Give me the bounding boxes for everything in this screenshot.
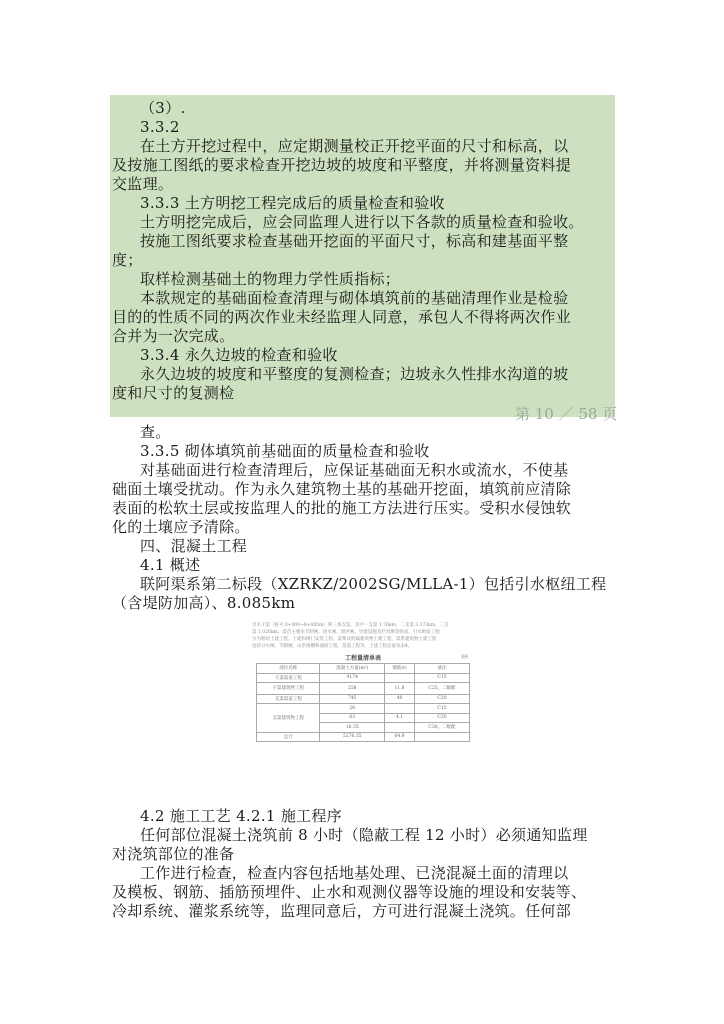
figure-text-line: 包括分水闸、节制闸、山洪渡槽和涵洞工程、渠道工程等。土建工程总量见表4。 [252, 644, 413, 649]
table-cell: 64.9 [385, 732, 415, 742]
paragraph-line: 及模板、钢筋、插筋预埋件、止水和观测仪器等设施的埋设和安装等、 [112, 883, 587, 901]
paragraph-line: 土方明挖完成后，应会同监理人进行以下各款的质量检查和验收。 [140, 213, 584, 231]
paragraph-line: 目的的性质不同的两次作业未经监理人同意，承包人不得将两次作业 [112, 308, 572, 326]
figure-text-line: 渠 1.026km。渠首主要由节制闸、进水闸、泄洪闸、导流设施及拦河堰等组成，引水枢纽工程 [252, 630, 440, 635]
table-header-row [257, 664, 470, 674]
table-cell [385, 673, 415, 683]
table-cell: C15 [414, 704, 469, 714]
table-cell: C20 [414, 713, 469, 723]
table-cell [385, 723, 415, 733]
embedded-figure [252, 621, 474, 804]
table-cell: 4.1 [385, 713, 415, 723]
table-cell: C30，二级配 [414, 723, 469, 733]
table-cell: 745 [320, 694, 385, 704]
table-cell: 5276.35 [320, 732, 385, 742]
figure-text-line: 引水干渠（桩号 0+000~8+085m）和三条支渠。其中一支渠 1.76km，二支渠 3.373km，三支 [252, 623, 449, 628]
table-cell: 26 [320, 704, 385, 714]
paragraph-line: （3）. [140, 99, 186, 117]
paragraph-line: 度和尺寸的复测检 [112, 384, 235, 402]
table-cell: C25，二级配 [414, 683, 469, 695]
table-number: 表4 [460, 655, 468, 660]
paragraph-line: 取样检测基础土的物理力学性质指标； [140, 270, 401, 288]
section-heading: 4.1 概述 [140, 556, 201, 574]
section-heading: 3.3.4 永久边坡的检查和验收 [140, 346, 338, 364]
figure-text-line: 分为枢纽土建工程、土建和闸门安装工程、渠系及附属建筑物土建工程，渠系建筑物土建工程 [252, 637, 437, 642]
table-cell: 63 [320, 713, 385, 723]
section-heading: 4.2 施工工艺 4.2.1 施工程序 [140, 807, 343, 825]
paragraph-line: 联阿渠系第二标段（XZRKZ/2002SG/MLLA-1）包括引水枢纽工程 [140, 575, 607, 593]
paragraph-line: 表面的松软土层或按监理人的批的施工方法进行压实。受积水侵蚀软 [112, 499, 572, 517]
paragraph-line: 按施工图纸要求检查基础开挖面的平面尺寸，标高和建基面平整 [140, 232, 569, 250]
table-header-cell: 混凝土方量(m³) [320, 664, 385, 674]
paragraph-line: 交监理。 [112, 175, 174, 193]
paragraph-line: 任何部位混凝土浇筑前 8 小时（隐蔽工程 12 小时）必须通知监理 [140, 826, 588, 844]
table-row [257, 694, 470, 704]
table-cell: C20 [414, 694, 469, 704]
section-number: 3.3.2 [140, 118, 180, 136]
paragraph-line: 本款规定的基础面检查清理与砌体填筑前的基础清理作业是检验 [140, 289, 569, 307]
table-cell: 258 [320, 683, 385, 695]
paragraph-line: 冷却系统、灌浆系统等，监理同意后，方可进行混凝土浇筑。任何部 [112, 902, 572, 920]
paragraph-line: 对浇筑部位的准备 [112, 845, 235, 863]
paragraph-line: 在土方开挖过程中，应定期测量校正开挖平面的尺寸和标高，以 [140, 137, 569, 155]
table-header-cell: 钢筋(t) [385, 664, 415, 674]
paragraph-line: 度； [112, 251, 143, 269]
table-row [257, 673, 470, 683]
paragraph-line: 永久边坡的坡度和平整度的复测检查；边坡永久性排水沟道的坡 [140, 365, 569, 383]
table-cell [385, 704, 415, 714]
table-total-row [257, 732, 470, 742]
table-cell: 4174 [320, 673, 385, 683]
table-cell: 总计 [257, 732, 320, 742]
paragraph-line: 础面土壤受扰动。作为永久建筑物土基的基础开挖面，填筑前应清除 [112, 480, 572, 498]
table-cell: C15 [414, 673, 469, 683]
table-cell: 干渠建筑物工程 [257, 683, 320, 695]
paragraph-line: 工作进行检查，检查内容包括地基处理、已浇混凝土面的清理以 [140, 864, 569, 882]
paragraph-line: （含堤防加高）、8.085km [112, 594, 296, 612]
table-cell: 40 [385, 694, 415, 704]
table-row [257, 683, 470, 695]
page-number: 第 10 ／ 58 页 [515, 405, 618, 423]
table-cell: 干渠渠道工程 [257, 673, 320, 683]
table-cell: 16.35 [320, 723, 385, 733]
table-cell: 支渠渠道工程 [257, 694, 320, 704]
paragraph-line: 对基础面进行检查清理后，应保证基础面无积水或流水，不使基 [140, 461, 569, 479]
paragraph-line: 化的土壤应予清除。 [112, 518, 250, 536]
paragraph-line: 合并为一次完成。 [112, 327, 235, 345]
chapter-heading: 四、混凝土工程 [140, 537, 248, 555]
table-header-cell: 部位名称 [257, 664, 320, 674]
table-header-cell: 备注 [414, 664, 469, 674]
table-cell: 支渠建筑物工程 [257, 704, 320, 733]
paragraph-line: 及按施工图纸的要求检查开挖边坡的坡度和平整度，并将测量资料提 [112, 156, 572, 174]
section-heading: 3.3.3 土方明挖工程完成后的质量检查和验收 [140, 194, 445, 212]
table-cell: 11.8 [385, 683, 415, 695]
paragraph-line: 查。 [140, 423, 171, 441]
table-cell [414, 732, 469, 742]
table-title: 工程量清单表 [344, 655, 381, 662]
quantity-table [256, 663, 470, 742]
table-row [257, 704, 470, 714]
section-heading: 3.3.5 砌体填筑前基础面的质量检查和验收 [140, 442, 430, 460]
